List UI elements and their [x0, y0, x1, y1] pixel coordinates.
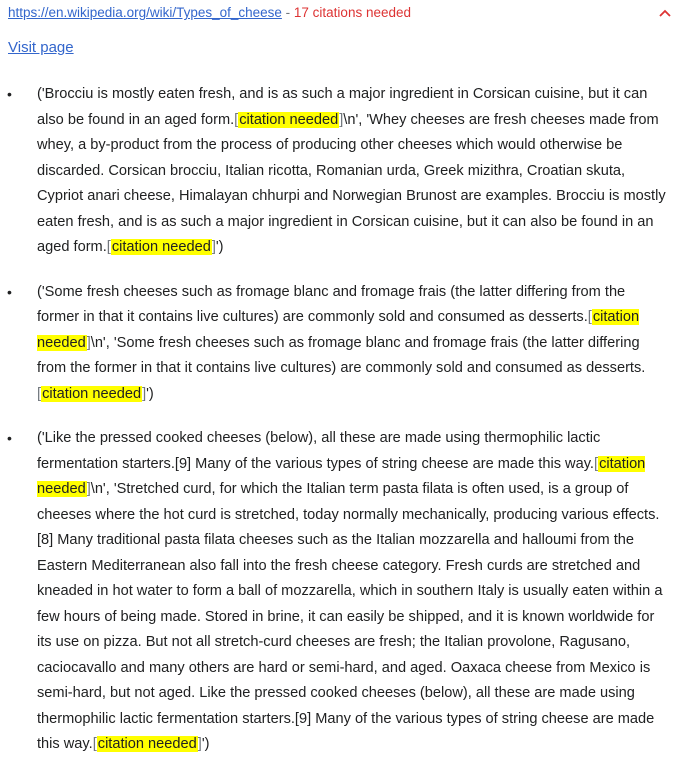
bracket: ] — [197, 736, 202, 752]
bracket: [ — [92, 736, 97, 752]
entry-text: ') — [146, 385, 154, 402]
bullet: • — [7, 86, 12, 102]
entry-text: ') — [215, 239, 224, 255]
bracket: ] — [339, 111, 344, 128]
bullet: • — [7, 283, 12, 300]
entry-text: \n', 'Stretched curd, for which the Italian term pasta filata is often used, is a group of cheeses where the hot curd is stretched, today normally mechanically, producing various effects.[8] Many traditional pasta filata cheeses such as the Italian mozzarella and halloumi from the Eastern Mediterranean also fall into the fresh cheese category. Fresh curds are stretched and kneaded in hot water to form a ball of mozzarella, which in southern Italy is usually eaten within a few hours of being made. Stored in brine, it can easily be shipped, and it is known worldwide for its use on pizza. But not all stretch-curd cheeses are fresh; the Italian provolone, Ragusano, caciocavallo and many others are hard or semi-hard, and aged. Oaxaca cheese from Mexico is semi-hard, but not aged. Like the pressed cooked cheeses (below), all these are made using thermophilic lactic fermentation starters.[9] Many of the various types of string cheese are made this way. — [37, 481, 663, 752]
bracket: ] — [86, 481, 91, 497]
bracket: [ — [587, 309, 592, 325]
citation-needed-highlight: citation needed — [111, 239, 211, 255]
bracket: [ — [234, 111, 239, 128]
citation-needed-highlight: citation needed — [37, 309, 640, 351]
bracket: ] — [86, 334, 91, 351]
chevron-up-icon[interactable] — [657, 0, 673, 26]
bracket: ] — [142, 385, 147, 402]
bracket: [ — [106, 239, 111, 255]
citation-needed-highlight: citation needed — [239, 111, 339, 128]
entry-text: ('Like the pressed cooked cheeses (below), all these are made using thermophilic lactic fermentation starters.[9] Many of the various types of string cheese are made this way. — [37, 430, 601, 472]
bullet: • — [7, 430, 12, 446]
list-item — [7, 426, 681, 758]
bracket: [ — [594, 455, 599, 472]
entry-text: \n', 'Whey cheeses are fresh cheeses made from whey, a by-product from the process of producing other cheeses which would otherwise be discarded. Corsican brocciu, Italian ricotta, Romanian urda, Greek mizithra, Croatian skuta, Cypriot anari cheese, Himalayan chhurpi and Norwegian Brunost are examples. Brocciu is mostly eaten fresh, and is as such a major ingredient in Corsican cuisine, but it can also be found in an aged form. — [37, 111, 666, 255]
citation-needed-highlight: citation needed — [42, 385, 142, 402]
bracket: ] — [211, 239, 216, 255]
result-header — [0, 0, 681, 26]
entry-text: ('Some fresh cheeses such as fromage blanc and fromage frais (the latter differing from the former in that it contains live cultures) are commonly sold and consumed as desserts. — [37, 283, 626, 325]
entry-text: ('Brocciu is mostly eaten fresh, and is as such a major ingredient in Corsican cuisine, but it can also be found in an aged form. — [37, 86, 648, 128]
citation-needed-highlight: citation needed — [37, 455, 646, 497]
header-separator: - — [281, 5, 294, 20]
bracket: [ — [37, 385, 42, 402]
citation-needed-highlight: citation needed — [97, 736, 197, 752]
page-url-link[interactable]: https://en.wikipedia.org/wiki/Types_of_cheese — [8, 5, 282, 20]
entry-text: ') — [201, 736, 210, 752]
list-item — [7, 82, 681, 261]
visit-page-link[interactable]: Visit page — [8, 39, 74, 56]
list-item — [7, 280, 681, 408]
citation-list — [0, 82, 681, 777]
citations-count: 17 citations needed — [293, 5, 411, 20]
entry-text: \n', 'Some fresh cheeses such as fromage blanc and fromage frais (the latter differing from the former in that it contains live cultures) are commonly sold and consumed as desserts. — [37, 334, 646, 376]
